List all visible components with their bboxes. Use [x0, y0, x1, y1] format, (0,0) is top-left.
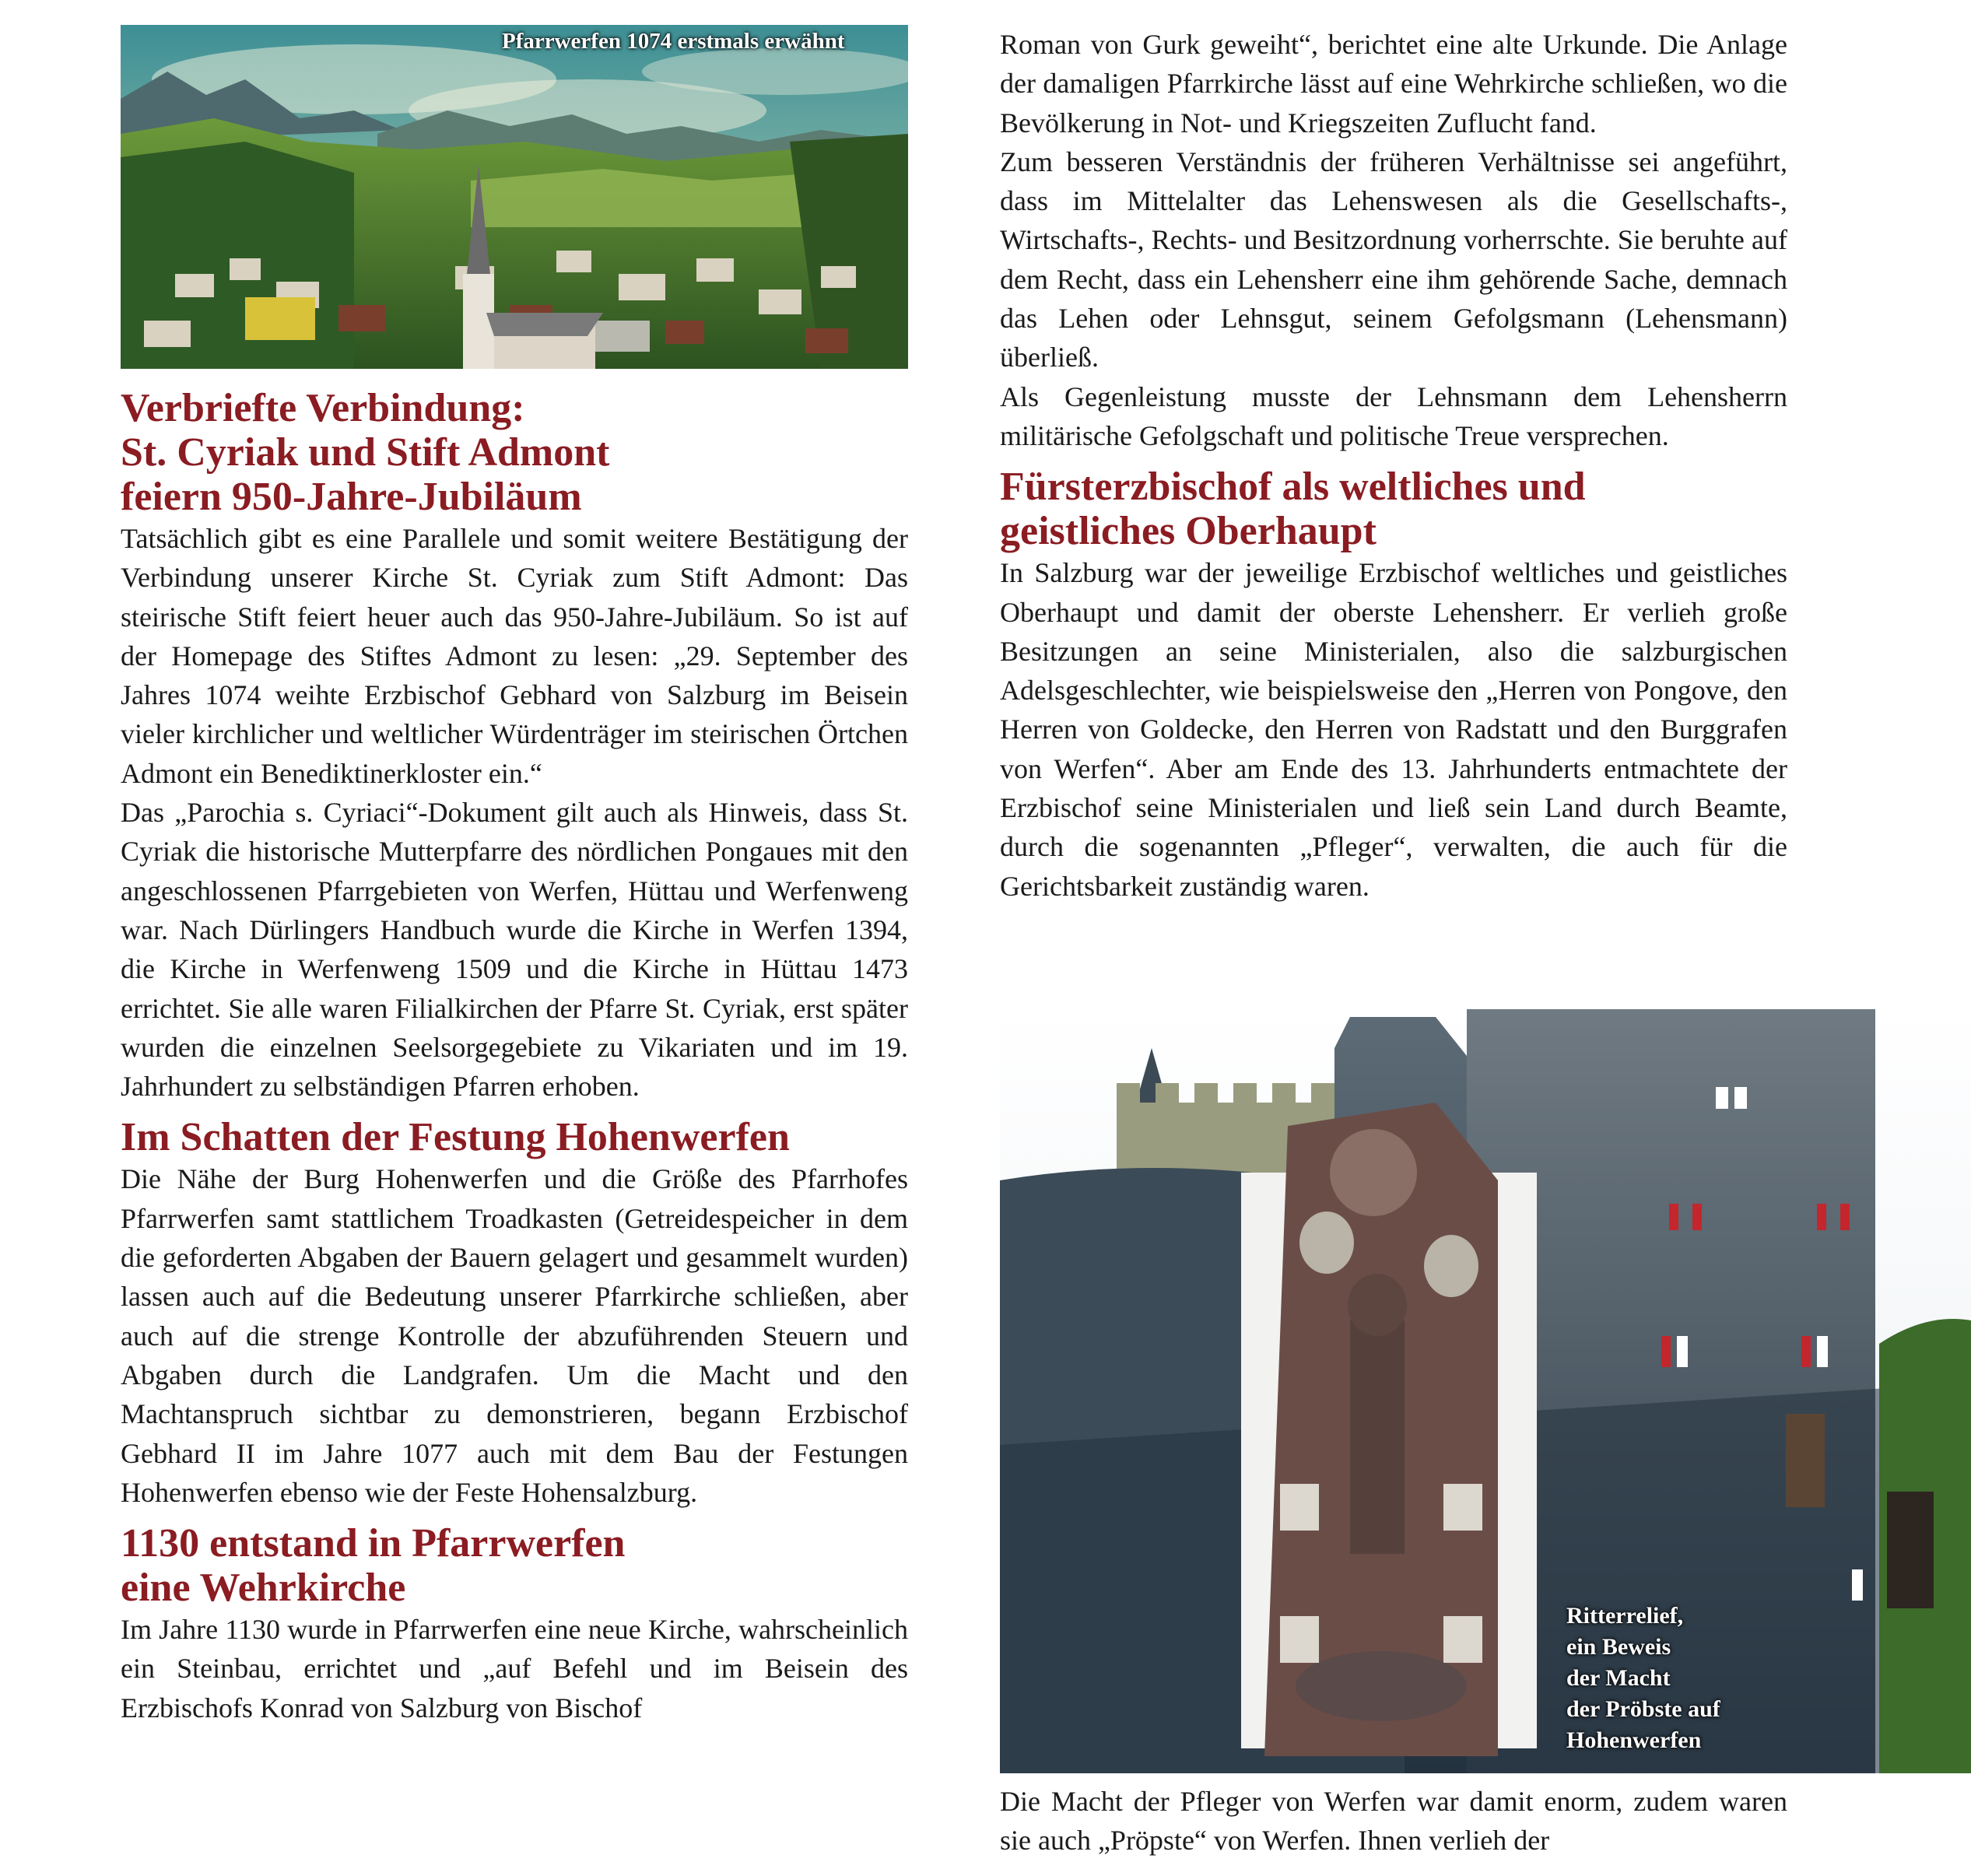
right-column	[1000, 25, 1787, 906]
caption-line: Ritterrelief,	[1566, 1603, 1684, 1629]
paragraph: In Salzburg war der jeweilige Erzbischof weltliches und geistliches Oberhaupt und damit der oberste Lehensherr. Er verlieh große Besitzungen an seine Ministerialen, also die salzburgischen Adelsgeschlechter, wie beispielsweise den „Herren von Pongove, den Herren von Goldecke, den Herren von Radstatt und den Burggrafen von Werfen“. Aber am Ende des 13. Jahrhunderts entmachtete der Erzbischof seine Ministerialen und ließ sein Land durch Beamte, durch die sogenannten „Pfleger“, verwalten, die auch für die Gerichtsbarkeit zuständig waren.	[1000, 557, 1787, 902]
left-column	[121, 25, 908, 1727]
heading-line: feiern 950-Jahre-Jubiläum	[121, 475, 582, 519]
village-caption: Pfarrwerfen 1074 erstmals erwähnt	[502, 29, 845, 54]
section4-body	[1000, 553, 1787, 906]
section4-heading	[1000, 465, 1787, 553]
caption-line: ein Beweis	[1566, 1634, 1671, 1660]
village-illustration	[121, 25, 908, 369]
section2-body	[121, 1159, 908, 1512]
heading-line: geistliches Oberhaupt	[1000, 509, 1377, 554]
heading-line: Fürsterzbischof als weltliches und	[1000, 465, 1586, 510]
heading-line: 1130 entstand in Pfarrwerfen	[121, 1521, 626, 1566]
section2-heading	[121, 1115, 908, 1159]
caption-line: der Macht	[1566, 1665, 1671, 1691]
heading-line: Im Schatten der Festung Hohenwerfen	[121, 1115, 790, 1160]
castle-photo	[1000, 1009, 1971, 1773]
paragraph: Roman von Gurk geweiht“, berichtet eine alte Urkunde. Die Anlage der damaligen Pfarrkirche lässt auf eine Wehrkirche schließen, wo die Bevölkerung in Not- und Kriegszeiten Zuflucht fand.	[1000, 29, 1787, 139]
heading-line: Verbriefte Verbindung:	[121, 386, 525, 430]
paragraph: Tatsächlich gibt es eine Parallele und somit weitere Bestätigung der Verbindung unserer Kirche St. Cyriak zum Stift Admont: Das steirische Stift feiert heuer auch das 950-Jahre-Jubiläum. So ist auf der Homepage des Stiftes Admont zu lesen: „29. September des Jahres 1074 weihte Erzbischof Gebhard von Salzburg im Beisein vieler kirchlicher und weltlicher Würdenträger im steirischen Örtchen Admont ein Benediktinerkloster ein.“	[121, 523, 908, 789]
right-top-body	[1000, 25, 1787, 455]
village-photo	[121, 25, 908, 369]
heading-line: St. Cyriak und Stift Admont	[121, 430, 610, 475]
section1-body	[121, 519, 908, 1106]
paragraph: Als Gegenleistung musste der Lehnsmann dem Lehensherrn militärische Gefolgschaft und politische Treue versprechen.	[1000, 380, 1787, 451]
section1-heading	[121, 386, 908, 519]
castle-caption	[1566, 1601, 1720, 1756]
castle-illustration	[1000, 1009, 1971, 1773]
paragraph: Die Nähe der Burg Hohenwerfen und die Größe des Pfarrhofes Pfarrwerfen samt stattlichem Troadkasten (Getreidespeicher in dem die geforderten Abgaben der Bauern gelagert und gesammelt wurden) lassen auch auf die Bedeutung unserer Pfarrkirche schließen, aber auch auf die strenge Kontrolle der abzuführenden Steuern und Abgaben durch die Landgrafen. Um die Macht und den Machtanspruch sichtbar zu demonstrieren, begann Erzbischof Gebhard II im Jahre 1077 auch mit dem Bau der Festungen Hohenwerfen ebenso wie der Feste Hohensalzburg.	[121, 1163, 908, 1508]
section3-body	[121, 1610, 908, 1727]
paragraph: Zum besseren Verständnis der früheren Verhältnisse sei angeführt, dass im Mittelalter das Lehenswesen als die Gesellschafts-, Wirtschafts-, Rechts- und Besitzordnung vorherrschte. Sie beruhte auf dem Recht, dass ein Lehensherr eine ihm gehörende Sache, demnach das Lehen oder Lehnsgut, seinem Gefolgsmann (Lehensmann) überließ.	[1000, 146, 1787, 373]
paragraph: Die Macht der Pfleger von Werfen war damit enorm, zudem waren sie auch „Pröpste“ von Werfen. Ihnen verlieh der	[1000, 1786, 1787, 1857]
paragraph: Im Jahre 1130 wurde in Pfarrwerfen eine neue Kirche, wahrscheinlich ein Steinbau, errichtet und „auf Befehl und im Beisein des Erzbischofs Konrad von Salzburg von Bischof	[121, 1614, 908, 1723]
caption-line: der Pröbste auf	[1566, 1696, 1720, 1722]
heading-line: eine Wehrkirche	[121, 1566, 406, 1611]
right-bottom-body	[1000, 1782, 1787, 1860]
paragraph: Das „Parochia s. Cyriaci“-Dokument gilt auch als Hinweis, dass St. Cyriak die historische Mutterpfarre des nördlichen Pongaues mit den angeschlossenen Pfarrgebieten von Werfen, Hüttau und Werfenweng war. Nach Dürlingers Handbuch wurde die Kirche in Werfen 1394, die Kirche in Werfenweng 1509 und die Kirche in Hüttau 1473 errichtet. Sie alle waren Filialkirchen der Pfarre St. Cyriak, erst später wurden die einzelnen Seelsorgegebiete zu Vikariaten und im 19. Jahrhundert zu selbständigen Pfarren erhoben.	[121, 797, 908, 1103]
caption-line: Hohenwerfen	[1566, 1727, 1702, 1753]
section3-heading	[121, 1521, 908, 1610]
